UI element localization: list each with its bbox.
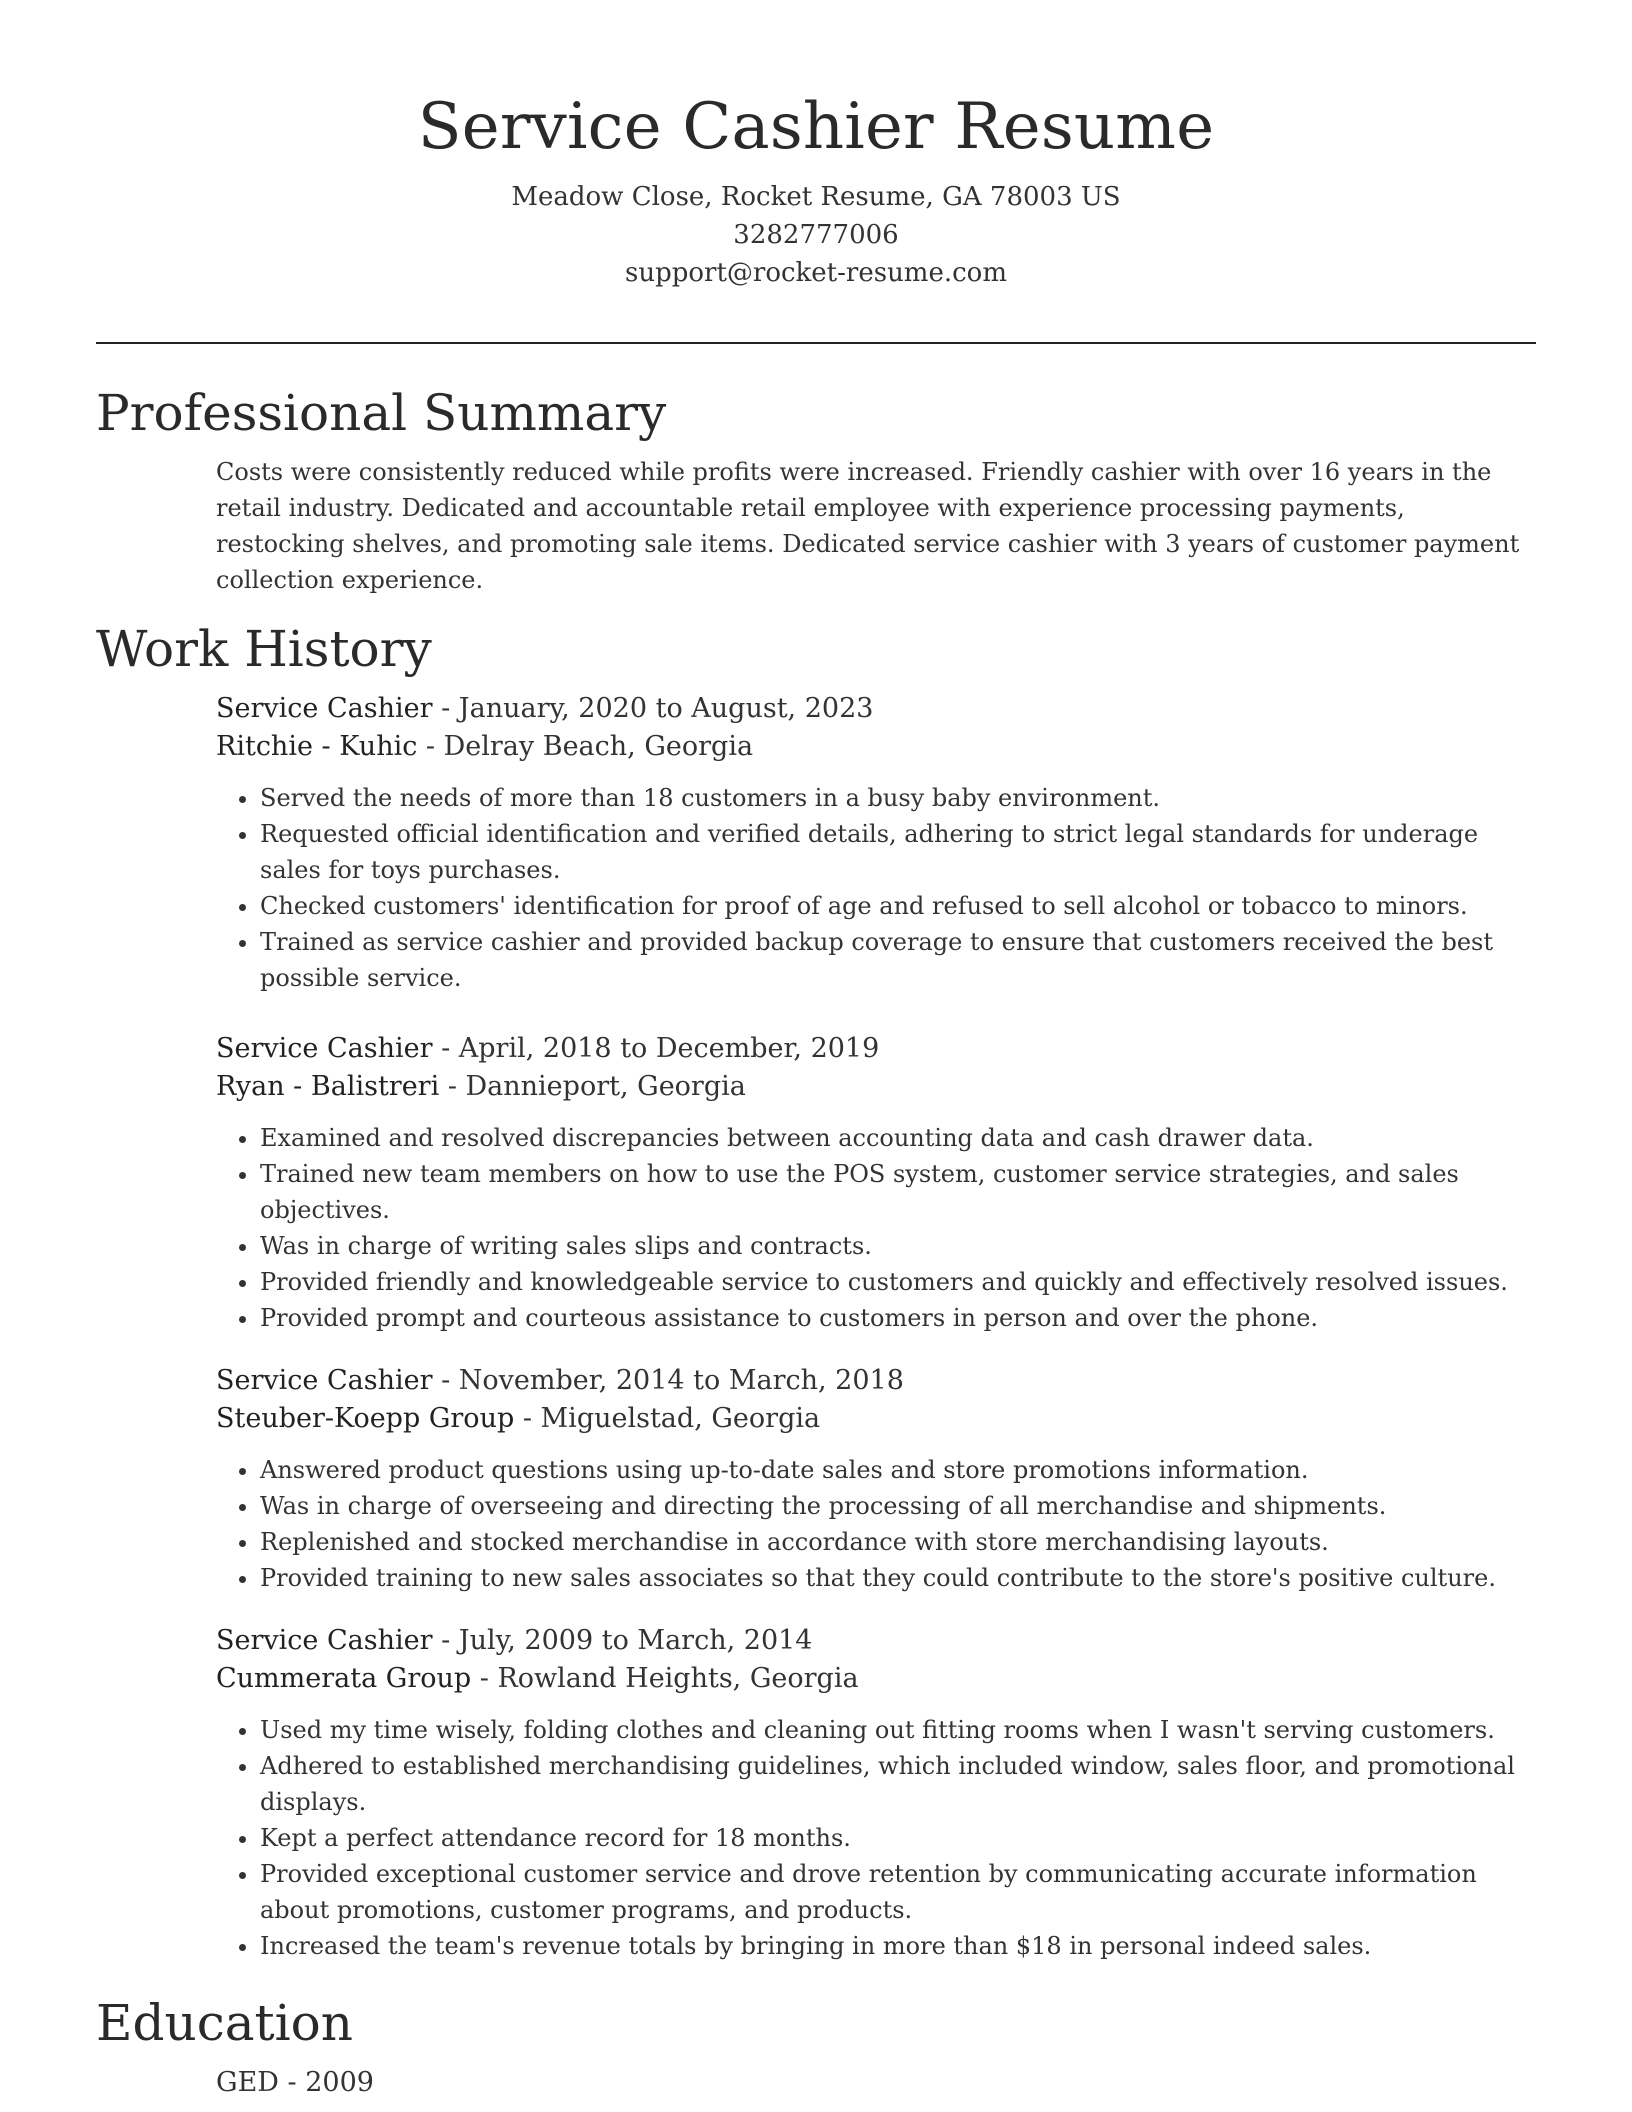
job-bullets bbox=[216, 780, 1536, 996]
job-dates: - April, 2018 to December, 2019 bbox=[432, 1033, 880, 1064]
job-entry bbox=[216, 1362, 1536, 1596]
contact-block bbox=[0, 178, 1632, 292]
job-bullet: • Trained as service cashier and provided backup coverage to ensure that customers received the best possible service. bbox=[260, 924, 1536, 996]
job-company: Steuber-Koepp Group bbox=[216, 1403, 515, 1434]
job-bullet: • Requested official identification and verified details, adhering to strict legal standards for underage sales for toys purchases. bbox=[260, 816, 1536, 888]
header-divider bbox=[96, 342, 1536, 344]
job-bullet: • Was in charge of overseeing and directing the processing of all merchandise and shipments. bbox=[260, 1488, 1536, 1524]
job-bullet: • Used my time wisely, folding clothes and cleaning out fitting rooms when I wasn't serving customers. bbox=[260, 1712, 1536, 1748]
job-location: - Dannieport, Georgia bbox=[439, 1071, 746, 1102]
job-bullets bbox=[216, 1120, 1536, 1336]
job-bullet: • Examined and resolved discrepancies between accounting data and cash drawer data. bbox=[260, 1120, 1536, 1156]
job-entry bbox=[216, 1030, 1536, 1336]
job-dates: - November, 2014 to March, 2018 bbox=[432, 1365, 904, 1396]
job-bullet: • Provided training to new sales associates so that they could contribute to the store's positive culture. bbox=[260, 1560, 1536, 1596]
contact-address: Meadow Close, Rocket Resume, GA 78003 US bbox=[511, 182, 1121, 212]
job-bullets bbox=[216, 1712, 1536, 1964]
job-bullet: • Kept a perfect attendance record for 18 months. bbox=[260, 1820, 1536, 1856]
job-bullet: • Replenished and stocked merchandise in accordance with store merchandising layouts. bbox=[260, 1524, 1536, 1560]
job-title: Service Cashier bbox=[216, 693, 433, 724]
job-title: Service Cashier bbox=[216, 1365, 433, 1396]
job-title-line bbox=[216, 1622, 1536, 1660]
job-location: - Rowland Heights, Georgia bbox=[471, 1663, 859, 1694]
job-bullet: • Provided friendly and knowledgeable service to customers and quickly and effectively resolved issues. bbox=[260, 1264, 1536, 1300]
contact-email: support@rocket-resume.com bbox=[624, 258, 1007, 288]
job-entry bbox=[216, 1622, 1536, 1964]
job-title: Service Cashier bbox=[216, 1625, 433, 1656]
job-bullet: • Adhered to established merchandising guidelines, which included window, sales floor, and promotional displays. bbox=[260, 1748, 1536, 1820]
job-bullets bbox=[216, 1452, 1536, 1596]
job-dates: - January, 2020 to August, 2023 bbox=[432, 693, 874, 724]
job-entry bbox=[216, 690, 1536, 996]
resume-title: Service Cashier Resume bbox=[417, 90, 1215, 164]
job-company: Ritchie - Kuhic bbox=[216, 731, 418, 762]
job-bullet: • Provided prompt and courteous assistance to customers in person and over the phone. bbox=[260, 1300, 1536, 1336]
job-company-line bbox=[216, 1400, 1536, 1438]
job-dates: - July, 2009 to March, 2014 bbox=[432, 1625, 813, 1656]
job-bullet: • Increased the team's revenue totals by bringing in more than $18 in personal indeed sales. bbox=[260, 1928, 1536, 1964]
work-history-heading: Work History bbox=[96, 620, 432, 678]
job-company: Cummerata Group bbox=[216, 1663, 472, 1694]
job-bullet: • Provided exceptional customer service and drove retention by communicating accurate information about promotions, customer programs, and products. bbox=[260, 1856, 1536, 1928]
summary-text: Costs were consistently reduced while profits were increased. Friendly cashier with over 16 years in the retail industry. Dedicated and accountable retail employee with experience processing payments, restocking shelves, and promoting sale items. Dedicated service cashier with 3 years of customer payment collection experience. bbox=[216, 458, 1520, 594]
job-bullet: • Trained new team members on how to use the POS system, customer service strategies, and sales objectives. bbox=[260, 1156, 1536, 1228]
contact-phone: 3282777006 bbox=[733, 220, 899, 250]
job-company-line bbox=[216, 1660, 1536, 1698]
summary-heading: Professional Summary bbox=[96, 384, 667, 442]
education-year: - 2009 bbox=[278, 2067, 374, 2098]
job-title-line bbox=[216, 690, 1536, 728]
job-title-line bbox=[216, 1030, 1536, 1068]
resume-content bbox=[96, 372, 1536, 2102]
job-title-line bbox=[216, 1362, 1536, 1400]
job-location: - Delray Beach, Georgia bbox=[417, 731, 754, 762]
job-bullet: • Was in charge of writing sales slips and contracts. bbox=[260, 1228, 1536, 1264]
education-heading: Education bbox=[96, 1994, 353, 2052]
resume-header bbox=[0, 0, 1632, 292]
job-company-line bbox=[216, 728, 1536, 766]
job-bullet: • Served the needs of more than 18 customers in a busy baby environment. bbox=[260, 780, 1536, 816]
education-entry bbox=[216, 2064, 1536, 2102]
job-company-line bbox=[216, 1068, 1536, 1106]
job-bullet: • Answered product questions using up-to-date sales and store promotions information. bbox=[260, 1452, 1536, 1488]
job-location: - Miguelstad, Georgia bbox=[514, 1403, 821, 1434]
job-company: Ryan - Balistreri bbox=[216, 1071, 440, 1102]
job-bullet: • Checked customers' identification for proof of age and refused to sell alcohol or tobacco to minors. bbox=[260, 888, 1536, 924]
job-title: Service Cashier bbox=[216, 1033, 433, 1064]
education-degree: GED bbox=[216, 2067, 279, 2098]
